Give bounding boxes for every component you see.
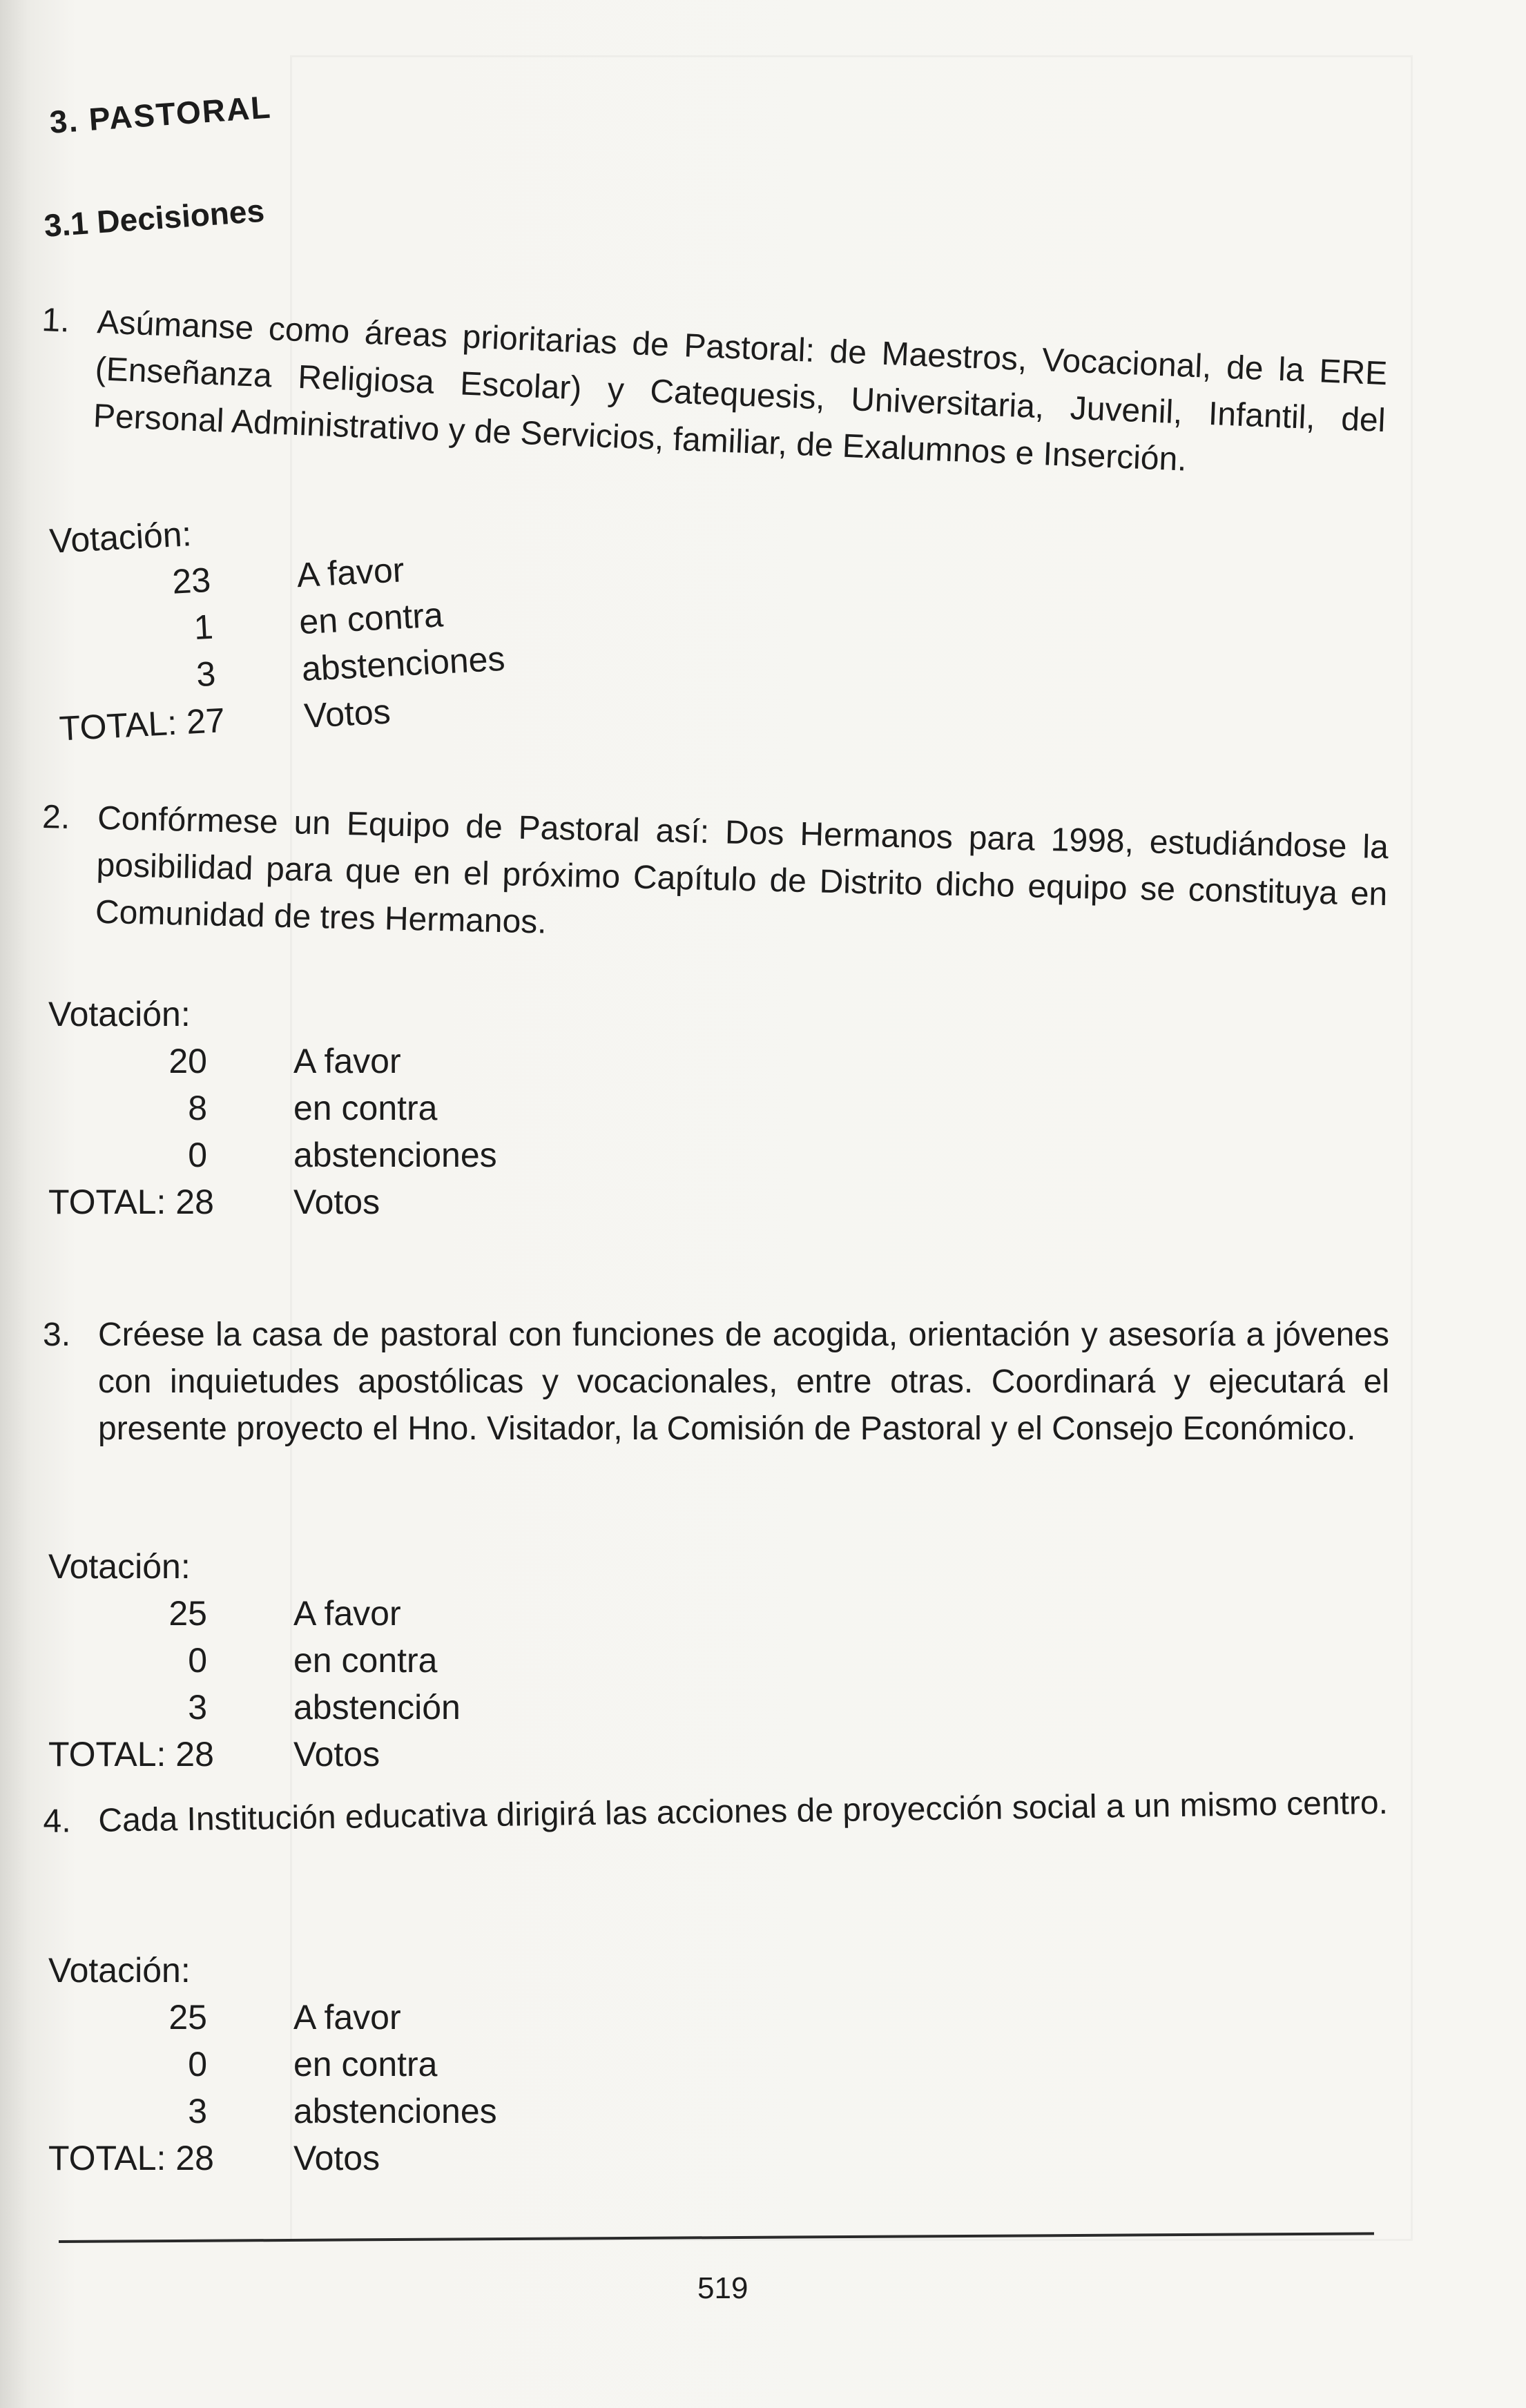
vote-label: Votación: (48, 1951, 191, 1990)
vote-row-favor (48, 1994, 670, 2041)
decision-item-2 (39, 794, 1389, 965)
page-number: 519 (697, 2271, 748, 2305)
vote-count: 3 (188, 2092, 207, 2130)
decision-item-3 (43, 1312, 1389, 1453)
vote-label: Votación: (48, 995, 191, 1033)
subsection-title: Decisiones (95, 192, 266, 240)
vote-row-favor (48, 1590, 670, 1637)
vote-row-contra (48, 1085, 670, 1132)
vote-category: en contra (298, 595, 445, 642)
vote-row-abstenciones (48, 2088, 670, 2135)
vote-block-4 (48, 1947, 670, 2182)
vote-count: 0 (188, 2045, 207, 2084)
vote-category: en contra (293, 1641, 438, 1680)
vote-count: 3 (195, 654, 217, 695)
vote-count: 20 (168, 1042, 207, 1080)
decision-text: Asúmanse como áreas prioritarias de Pastoral: de Maestros, Vocacional, de la ERE (Enseñanza Religiosa Escolar) y Catequesis, Universitaria, Juvenil, Infantil, del Personal Administrativo y de Servicios, familiar, de Exalumnos e Inserción. (93, 304, 1389, 478)
vote-block-2 (48, 991, 670, 1225)
vote-row-contra (48, 2041, 670, 2088)
vote-category: abstenciones (300, 639, 506, 689)
vote-category: abstención (293, 1688, 461, 1727)
vote-category: A favor (293, 1998, 401, 2037)
vote-label: Votación: (48, 1547, 191, 1586)
decision-number: 2. (41, 798, 70, 836)
subsection-number: 3.1 (43, 204, 90, 244)
vote-label: Votación: (48, 514, 193, 561)
vote-row-abstencion (48, 1684, 670, 1731)
vote-total: TOTAL: 28 (48, 1183, 214, 1221)
decision-number: 1. (41, 301, 70, 340)
vote-category: abstenciones (293, 2092, 497, 2130)
vote-category: A favor (293, 1594, 401, 1633)
vote-category: Votos (293, 2139, 380, 2177)
vote-category: en contra (293, 2045, 438, 2084)
vote-category: Votos (303, 692, 392, 735)
decision-number: 3. (43, 1317, 71, 1353)
vote-category: abstenciones (293, 1136, 497, 1174)
section-title: PASTORAL (88, 88, 273, 137)
decision-text: Cada Institución educativa dirigirá las acciones de proyección social a un mismo centro. (98, 1784, 1389, 1839)
decision-text: Créese la casa de pastoral con funciones de acogida, orientación y asesoría a jóvenes con inquietudes apostólicas y vocacionales, entre otras. Coordinará y ejecutará el presente proyecto el Hno. Visitador, la Comisión de Pastoral y el Consejo Económico. (98, 1317, 1389, 1447)
vote-category: A favor (296, 550, 405, 595)
section-heading (48, 88, 273, 141)
vote-total: TOTAL: 28 (48, 1735, 214, 1774)
vote-row-total (48, 2135, 670, 2182)
decision-number: 4. (43, 1803, 71, 1840)
vote-block-3 (48, 1543, 670, 1778)
vote-category: A favor (293, 1042, 401, 1080)
vote-count: 8 (188, 1089, 207, 1127)
vote-row-favor (48, 1038, 670, 1085)
vote-count: 0 (188, 1136, 207, 1174)
vote-count: 23 (171, 560, 212, 601)
vote-total: TOTAL: 27 (58, 701, 226, 748)
vote-row-contra (48, 1637, 670, 1684)
section-number: 3. (48, 102, 80, 140)
vote-row-total (48, 1178, 670, 1225)
vote-category: Votos (293, 1183, 380, 1221)
vote-row-abstenciones (48, 1132, 670, 1178)
vote-category: Votos (293, 1735, 380, 1774)
vote-count: 1 (193, 607, 215, 648)
vote-category: en contra (293, 1089, 438, 1127)
vote-row-total (48, 1731, 670, 1778)
vote-count: 25 (168, 1998, 207, 2037)
vote-count: 3 (188, 1688, 207, 1727)
decision-text: Confórmese un Equipo de Pastoral así: Dos Hermanos para 1998, estudiándose la posibilidad para que en el próximo Capítulo de Distrito dicho equipo se constituya en Comunidad de tres Hermanos. (95, 799, 1389, 941)
vote-block-1 (48, 485, 682, 752)
vote-total: TOTAL: 28 (48, 2139, 214, 2177)
vote-count: 25 (168, 1594, 207, 1633)
subsection-heading (43, 192, 266, 244)
vote-count: 0 (188, 1641, 207, 1680)
